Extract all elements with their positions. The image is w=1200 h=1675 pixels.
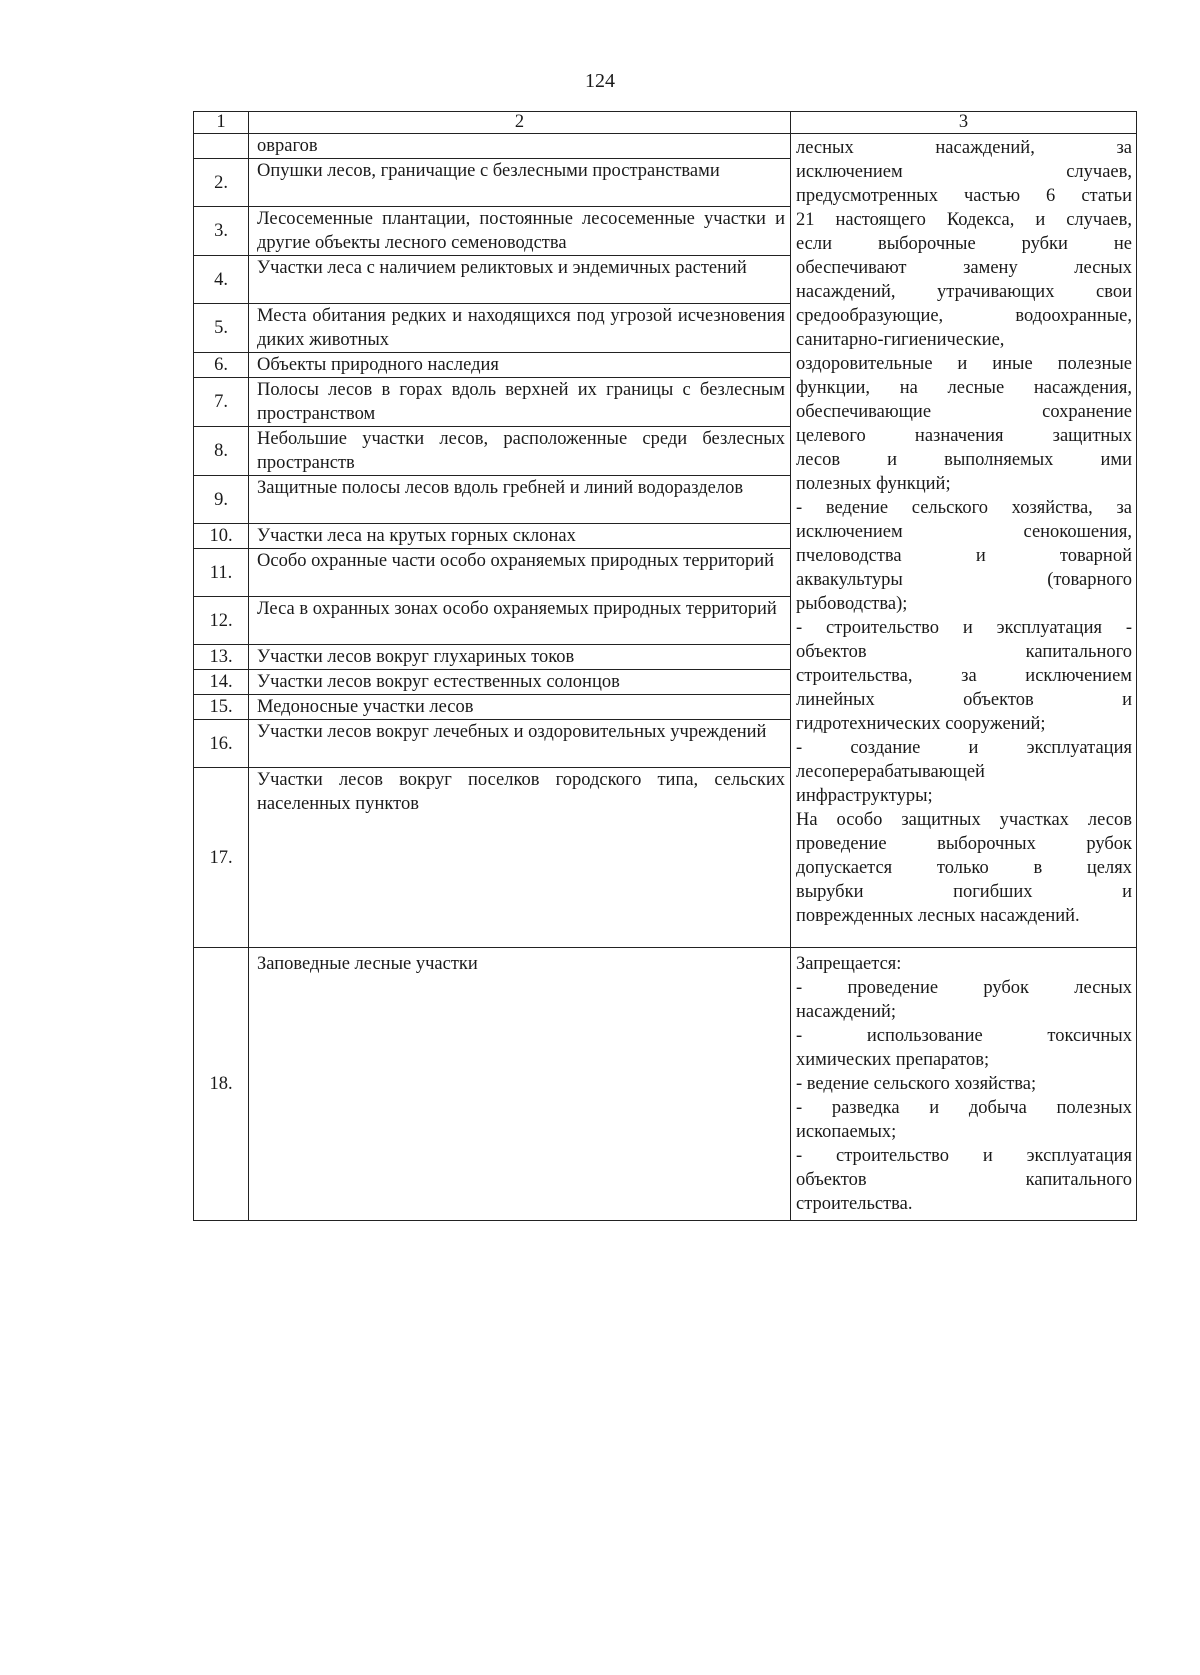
row-number: 10. bbox=[194, 524, 249, 549]
row-text: оврагов bbox=[249, 134, 791, 159]
row-text: Лесосеменные плантации, постоянные лесосеменные участки и другие объекты лесного семеноводства bbox=[249, 207, 791, 256]
restriction-line: - создание и эксплуатация bbox=[796, 738, 1132, 758]
row-text: Полосы лесов в горах вдоль верхней их границы с безлесным пространством bbox=[249, 378, 791, 427]
row-number: 11. bbox=[194, 549, 249, 597]
restriction-line: обеспечивающие сохранение bbox=[796, 402, 1132, 422]
restriction-line: - строительство и эксплуатация - bbox=[796, 618, 1132, 638]
restriction-line: допускается только в целях bbox=[796, 858, 1132, 878]
row-text: Участки леса с наличием реликтовых и эндемичных растений bbox=[249, 256, 791, 304]
restriction-line: строительства, за исключением bbox=[796, 666, 1132, 686]
row-text: Заповедные лесные участки bbox=[249, 948, 791, 1221]
restriction-line: - ведение сельского хозяйства, за bbox=[796, 498, 1132, 518]
row-number: 9. bbox=[194, 476, 249, 524]
restriction-line: поврежденных лесных насаждений. bbox=[796, 906, 1080, 926]
row-number: 6. bbox=[194, 353, 249, 378]
restriction-line: санитарно-гигиенические, bbox=[796, 330, 1005, 350]
restrictions-cell-row-18 bbox=[791, 948, 1137, 1221]
row-text: Защитные полосы лесов вдоль гребней и линий водоразделов bbox=[249, 476, 791, 524]
restrictions-cell-group-1 bbox=[791, 134, 1137, 948]
restriction-line: гидротехнических сооружений; bbox=[796, 714, 1046, 734]
row-number: 14. bbox=[194, 670, 249, 695]
row-number: 7. bbox=[194, 378, 249, 427]
restriction-line: - проведение рубок лесных bbox=[796, 978, 1132, 998]
restriction-line: полезных функций; bbox=[796, 474, 951, 494]
restriction-line: оздоровительные и иные полезные bbox=[796, 354, 1132, 374]
row-number: 4. bbox=[194, 256, 249, 304]
row-number: 8. bbox=[194, 427, 249, 476]
restriction-line: линейных объектов и bbox=[796, 690, 1132, 710]
restriction-line: пчеловодства и товарной bbox=[796, 546, 1132, 566]
row-text: Небольшие участки лесов, расположенные среди безлесных пространств bbox=[249, 427, 791, 476]
row-text: Леса в охранных зонах особо охраняемых природных территорий bbox=[249, 597, 791, 645]
column-header-3: 3 bbox=[791, 112, 1137, 134]
row-text: Места обитания редких и находящихся под угрозой исчезновения диких животных bbox=[249, 304, 791, 353]
forest-areas-table bbox=[193, 111, 1137, 1221]
restriction-line: предусмотренных частью 6 статьи bbox=[796, 186, 1132, 206]
restriction-line: если выборочные рубки не bbox=[796, 234, 1132, 254]
restriction-line: вырубки погибших и bbox=[796, 882, 1132, 902]
row-number: 3. bbox=[194, 207, 249, 256]
restriction-line: 21 настоящего Кодекса, и случаев, bbox=[796, 210, 1132, 230]
row-text: Участки леса на крутых горных склонах bbox=[249, 524, 791, 549]
row-text: Участки лесов вокруг поселков городского типа, сельских населенных пунктов bbox=[249, 768, 791, 948]
restriction-line: инфраструктуры; bbox=[796, 786, 933, 806]
restriction-line: средообразующие, водоохранные, bbox=[796, 306, 1132, 326]
restriction-line: ископаемых; bbox=[796, 1122, 897, 1142]
restriction-line: - разведка и добыча полезных bbox=[796, 1098, 1132, 1118]
restriction-line: объектов капитального bbox=[796, 642, 1132, 662]
table-header-row bbox=[194, 112, 1137, 134]
row-number: 16. bbox=[194, 720, 249, 768]
table-row-continuation bbox=[194, 134, 1137, 159]
row-text: Участки лесов вокруг лечебных и оздоровительных учреждений bbox=[249, 720, 791, 768]
restriction-line: - использование токсичных bbox=[796, 1026, 1132, 1046]
row-text: Медоносные участки лесов bbox=[249, 695, 791, 720]
restriction-line: целевого назначения защитных bbox=[796, 426, 1132, 446]
restriction-line: - строительство и эксплуатация bbox=[796, 1146, 1132, 1166]
restriction-line: лесов и выполняемых ими bbox=[796, 450, 1132, 470]
table-row bbox=[194, 948, 1137, 1221]
row-text: Объекты природного наследия bbox=[249, 353, 791, 378]
restriction-line: строительства. bbox=[796, 1194, 913, 1214]
restriction-line: - ведение сельского хозяйства; bbox=[796, 1074, 1037, 1094]
row-number: 18. bbox=[194, 948, 249, 1221]
restriction-line: лесоперерабатывающей bbox=[796, 762, 985, 782]
row-number: 2. bbox=[194, 159, 249, 207]
restriction-line: функции, на лесные насаждения, bbox=[796, 378, 1132, 398]
restriction-line: обеспечивают замену лесных bbox=[796, 258, 1132, 278]
row-number: 12. bbox=[194, 597, 249, 645]
restriction-line: лесных насаждений, за bbox=[796, 138, 1132, 158]
restriction-line: аквакультуры (товарного bbox=[796, 570, 1132, 590]
row-number: 15. bbox=[194, 695, 249, 720]
row-text: Участки лесов вокруг естественных солонцов bbox=[249, 670, 791, 695]
row-number: 5. bbox=[194, 304, 249, 353]
row-number-empty bbox=[194, 134, 249, 159]
row-text: Опушки лесов, граничащие с безлесными пространствами bbox=[249, 159, 791, 207]
row-text: Участки лесов вокруг глухариных токов bbox=[249, 645, 791, 670]
restriction-line: рыбоводства); bbox=[796, 594, 908, 614]
page-number: 124 bbox=[585, 70, 615, 92]
restriction-line: насаждений, утрачивающих свои bbox=[796, 282, 1132, 302]
row-text: Особо охранные части особо охраняемых природных территорий bbox=[249, 549, 791, 597]
restriction-line: химических препаратов; bbox=[796, 1050, 990, 1070]
restriction-line: объектов капитального bbox=[796, 1170, 1132, 1190]
row-number: 17. bbox=[194, 768, 249, 948]
row-number: 13. bbox=[194, 645, 249, 670]
column-header-2: 2 bbox=[249, 112, 791, 134]
restriction-line: Запрещается: bbox=[796, 954, 902, 974]
restriction-line: На особо защитных участках лесов bbox=[796, 810, 1132, 830]
restriction-line: исключением сенокошения, bbox=[796, 522, 1132, 542]
column-header-1: 1 bbox=[194, 112, 249, 134]
restriction-line: проведение выборочных рубок bbox=[796, 834, 1132, 854]
restriction-line: насаждений; bbox=[796, 1002, 897, 1022]
restriction-line: исключением случаев, bbox=[796, 162, 1132, 182]
